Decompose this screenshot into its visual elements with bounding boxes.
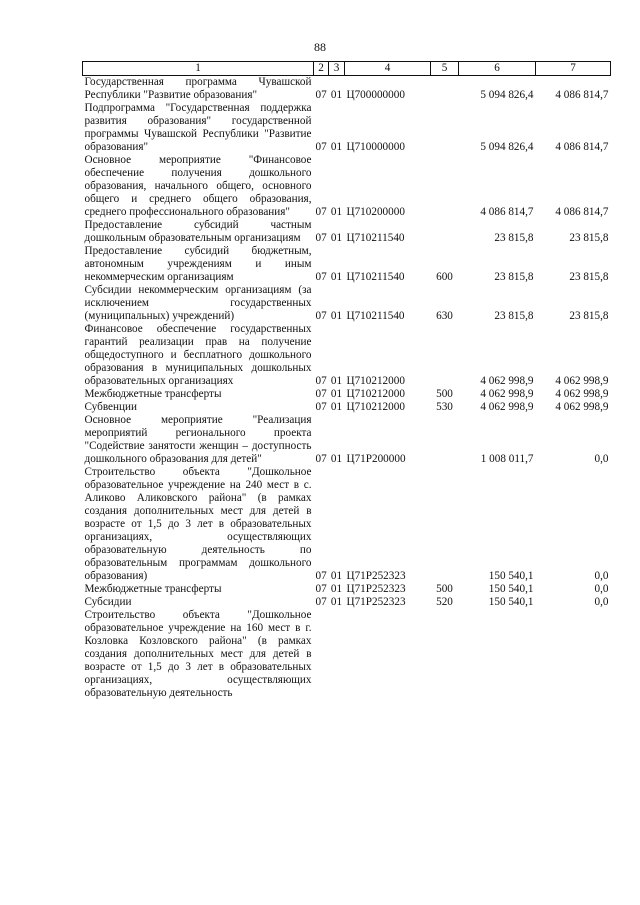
row-amount-1: 23 815,8 — [494, 271, 534, 283]
row-amount-2: 23 815,8 — [569, 232, 609, 244]
row-expense-type — [431, 323, 459, 388]
row-name: Межбюджетные трансферты — [84, 583, 222, 595]
row-expense-type — [431, 609, 459, 700]
row-name: Государственная программа Чувашской Республики "Развитие образования" — [84, 76, 312, 101]
row-amount-1: 4 062 998,9 — [480, 388, 534, 400]
table-row — [83, 414, 611, 466]
table-row — [83, 219, 611, 245]
row-expense-type — [431, 102, 459, 154]
table-row — [83, 466, 611, 583]
row-name: Субвенции — [84, 401, 137, 413]
row-target-code: Ц71P252323 — [346, 596, 406, 608]
row-name: Строительство объекта "Дошкольное образовательное учреждение на 160 мест в г. Козловка Козловского района" (в рамках создания дополнительных мест для детей в возрасте от 1,5 до 3 лет в образовательных организациях, осуществляющих образовательную деятельность — [84, 609, 312, 699]
budget-table — [82, 61, 611, 700]
row-target-code: Ц710212000 — [346, 401, 405, 413]
row-expense-type — [431, 154, 459, 219]
row-target-code: Ц710200000 — [346, 206, 405, 218]
table-row — [83, 596, 611, 609]
row-expense-type: 500 — [436, 388, 453, 400]
header-col-4: 4 — [345, 62, 431, 76]
row-amount-1: 150 540,1 — [488, 583, 534, 595]
row-subsection: 01 — [330, 310, 343, 322]
row-amount-2: 4 062 998,9 — [555, 388, 609, 400]
table-row — [83, 583, 611, 596]
row-expense-type — [431, 76, 459, 103]
row-section: 07 — [315, 375, 327, 387]
row-target-code: Ц700000000 — [346, 89, 405, 101]
row-section: 07 — [315, 388, 327, 400]
row-subsection: 01 — [330, 89, 343, 101]
table-row — [83, 609, 611, 700]
row-amount-1: 5 094 826,4 — [480, 89, 534, 101]
row-expense-type: 500 — [436, 583, 453, 595]
row-target-code: Ц710212000 — [346, 388, 405, 400]
row-target-code — [345, 609, 431, 700]
row-subsection: 01 — [330, 271, 343, 283]
row-expense-type — [431, 414, 459, 466]
row-section: 07 — [315, 310, 327, 322]
row-name: Строительство объекта "Дошкольное образовательное учреждение на 240 мест в с. Аликово Аликовского района" (в рамках создания дополнительных мест для детей в возрасте от 1,5 до 3 лет в образовательных организациях, осуществляющих образовательную деятельность по образовательным программам дошкольного образования) — [84, 466, 312, 582]
row-amount-2: 0,0 — [594, 596, 609, 608]
row-subsection: 01 — [330, 206, 343, 218]
row-amount-2: 4 086 814,7 — [555, 89, 609, 101]
row-expense-type: 630 — [436, 310, 453, 322]
row-amount-1: 4 062 998,9 — [480, 375, 534, 387]
row-section: 07 — [315, 232, 327, 244]
row-amount-1: 4 062 998,9 — [480, 401, 534, 413]
row-section: 07 — [315, 453, 327, 465]
row-amount-1 — [459, 609, 536, 700]
table-row — [83, 245, 611, 284]
table-row — [83, 323, 611, 388]
row-subsection: 01 — [330, 141, 343, 153]
row-amount-2: 4 086 814,7 — [555, 206, 609, 218]
row-expense-type: 530 — [436, 401, 453, 413]
row-subsection — [329, 609, 345, 700]
header-col-3: 3 — [329, 62, 345, 76]
row-target-code: Ц710000000 — [346, 141, 405, 153]
row-name: Предоставление субсидий частным дошкольным образовательным организациям — [84, 219, 312, 244]
table-row — [83, 388, 611, 401]
row-amount-1: 23 815,8 — [494, 310, 534, 322]
row-amount-2: 0,0 — [594, 453, 609, 465]
row-target-code: Ц71P252323 — [346, 583, 406, 595]
row-amount-1: 150 540,1 — [488, 570, 534, 582]
row-subsection: 01 — [330, 401, 343, 413]
row-amount-1: 1 008 011,7 — [480, 453, 534, 465]
row-section: 07 — [315, 596, 327, 608]
row-amount-2: 4 062 998,9 — [555, 375, 609, 387]
row-subsection: 01 — [330, 375, 343, 387]
row-section — [314, 609, 329, 700]
row-subsection: 01 — [330, 388, 343, 400]
row-amount-2: 4 062 998,9 — [555, 401, 609, 413]
row-name: Субсидии некоммерческим организациям (за исключением государственных (муниципальных) учреждений) — [84, 284, 312, 322]
row-amount-1: 4 086 814,7 — [480, 206, 534, 218]
budget-table-body — [83, 62, 611, 701]
row-target-code: Ц71P252323 — [346, 570, 406, 582]
table-row — [83, 76, 611, 103]
row-target-code: Ц710211540 — [346, 271, 405, 283]
row-subsection: 01 — [330, 596, 343, 608]
row-subsection: 01 — [330, 232, 343, 244]
row-target-code: Ц710211540 — [346, 232, 405, 244]
header-col-6: 6 — [459, 62, 536, 76]
row-amount-2 — [536, 609, 611, 700]
row-amount-2: 4 086 814,7 — [555, 141, 609, 153]
header-col-2: 2 — [314, 62, 329, 76]
row-expense-type: 520 — [436, 596, 453, 608]
row-amount-1: 150 540,1 — [488, 596, 534, 608]
row-subsection: 01 — [330, 570, 343, 582]
table-row — [83, 401, 611, 414]
table-row — [83, 102, 611, 154]
row-name: Субсидии — [84, 596, 132, 608]
row-expense-type — [431, 219, 459, 245]
row-target-code: Ц710212000 — [346, 375, 405, 387]
row-amount-1: 5 094 826,4 — [480, 141, 534, 153]
row-section: 07 — [315, 206, 327, 218]
row-section: 07 — [315, 401, 327, 413]
header-col-1: 1 — [83, 62, 314, 76]
table-row — [83, 154, 611, 219]
row-amount-2: 23 815,8 — [569, 310, 609, 322]
row-name: Межбюджетные трансферты — [84, 388, 222, 400]
row-name: Подпрограмма "Государственная поддержка развития образования" государственной программы Чувашской Республики "Развитие образования" — [84, 102, 312, 153]
header-col-5: 5 — [431, 62, 459, 76]
row-amount-2: 0,0 — [594, 570, 609, 582]
row-section: 07 — [315, 271, 327, 283]
row-subsection: 01 — [330, 583, 343, 595]
row-expense-type — [431, 466, 459, 583]
row-section: 07 — [315, 141, 327, 153]
row-name: Предоставление субсидий бюджетным, автономным учреждениям и иным некоммерческим организациям — [84, 245, 312, 283]
row-name: Основное мероприятие "Финансовое обеспечение получения дошкольного образования, начального общего, основного общего и среднего общего образования, среднего профессионального образования" — [84, 154, 312, 218]
row-section: 07 — [315, 570, 327, 582]
row-amount-2: 0,0 — [594, 583, 609, 595]
row-section: 07 — [315, 89, 327, 101]
header-col-7: 7 — [536, 62, 611, 76]
row-expense-type: 600 — [436, 271, 453, 283]
page-number: 88 — [314, 40, 326, 54]
row-target-code: Ц710211540 — [346, 310, 405, 322]
row-target-code: Ц71P200000 — [346, 453, 406, 465]
row-name: Основное мероприятие "Реализация мероприятий регионального проекта "Содействие занятости женщин – доступность дошкольного образования для детей" — [84, 414, 312, 465]
table-header-row — [83, 62, 611, 76]
row-amount-1: 23 815,8 — [494, 232, 534, 244]
row-section: 07 — [315, 583, 327, 595]
row-subsection: 01 — [330, 453, 343, 465]
row-name: Финансовое обеспечение государственных гарантий реализации прав на получение общедоступного и бесплатного дошкольного образования в муниципальных дошкольных образовательных организациях — [84, 323, 312, 387]
table-row — [83, 284, 611, 323]
row-amount-2: 23 815,8 — [569, 271, 609, 283]
